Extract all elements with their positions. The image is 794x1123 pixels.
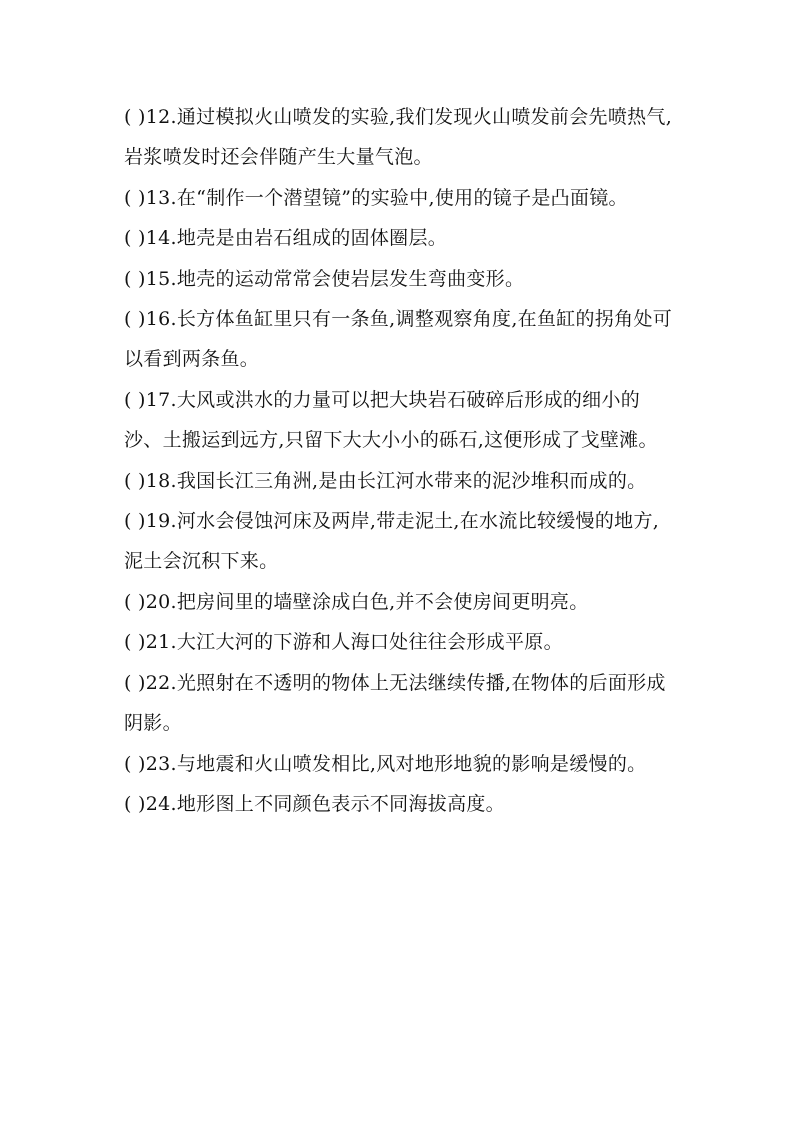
question-item-24: [124, 784, 676, 824]
question-item-22: [124, 663, 676, 744]
question-text: 21.大江大河的下游和人海口处往往会形成平原。: [145, 631, 563, 654]
question-item-17: [124, 380, 676, 461]
question-item-12: [124, 97, 676, 178]
question-text: 23.与地震和火山喷发相比,风对地形地貌的影响是缓慢的。: [145, 752, 647, 775]
question-text: 15.地壳的运动常常会使岩层发生弯曲变形。: [145, 267, 525, 290]
question-item-18: [124, 461, 676, 501]
question-text: 16.长方体鱼缸里只有一条鱼,调整观察角度,在鱼缸的拐角处可以看到两条鱼。: [124, 308, 673, 371]
question-item-14: [124, 218, 676, 258]
question-text: 13.在“制作一个潜望镜”的实验中,使用的镜子是凸面镜。: [145, 186, 628, 209]
answer-blank[interactable]: ( ): [124, 671, 146, 694]
question-item-20: [124, 582, 676, 622]
answer-blank[interactable]: ( ): [124, 388, 146, 411]
answer-blank[interactable]: ( ): [124, 510, 146, 533]
answer-blank[interactable]: ( ): [124, 792, 146, 815]
question-item-21: [124, 622, 676, 662]
answer-blank[interactable]: ( ): [124, 752, 146, 775]
question-item-23: [124, 744, 676, 784]
question-item-13: [124, 178, 676, 218]
answer-blank[interactable]: ( ): [124, 106, 146, 128]
answer-blank[interactable]: ( ): [124, 267, 146, 290]
question-list: [124, 97, 676, 824]
question-text: 20.把房间里的墙壁涂成白色,并不会使房间更明亮。: [145, 590, 589, 613]
question-text: 19.河水会侵蚀河床及两岸,带走泥土,在水流比较缓慢的地方,泥土会沉积下来。: [124, 510, 660, 573]
question-text: 12.通过模拟火山喷发的实验,我们发现火山喷发前会先喷热气,岩浆喷发时还会伴随产生大量气泡。: [124, 106, 673, 169]
answer-blank[interactable]: ( ): [124, 186, 146, 209]
question-item-16: [124, 299, 676, 380]
question-text: 14.地壳是由岩石组成的固体圈层。: [145, 227, 448, 250]
answer-blank[interactable]: ( ): [124, 308, 146, 331]
answer-blank[interactable]: ( ): [124, 590, 146, 613]
answer-blank[interactable]: ( ): [124, 227, 146, 250]
question-text: 17.大风或洪水的力量可以把大块岩石破碎后形成的细小的沙、土搬运到远方,只留下大大小小的砾石,这便形成了戈壁滩。: [124, 388, 658, 452]
question-text: 22.光照射在不透明的物体上无法继续传播,在物体的后面形成阴影。: [124, 671, 666, 735]
question-text: 18.我国长江三角洲,是由长江河水带来的泥沙堆积而成的。: [145, 469, 647, 492]
question-item-15: [124, 259, 676, 299]
question-item-19: [124, 501, 676, 582]
answer-blank[interactable]: ( ): [124, 631, 146, 654]
question-text: 24.地形图上不同颜色表示不同海拔高度。: [145, 792, 505, 815]
answer-blank[interactable]: ( ): [124, 469, 146, 492]
